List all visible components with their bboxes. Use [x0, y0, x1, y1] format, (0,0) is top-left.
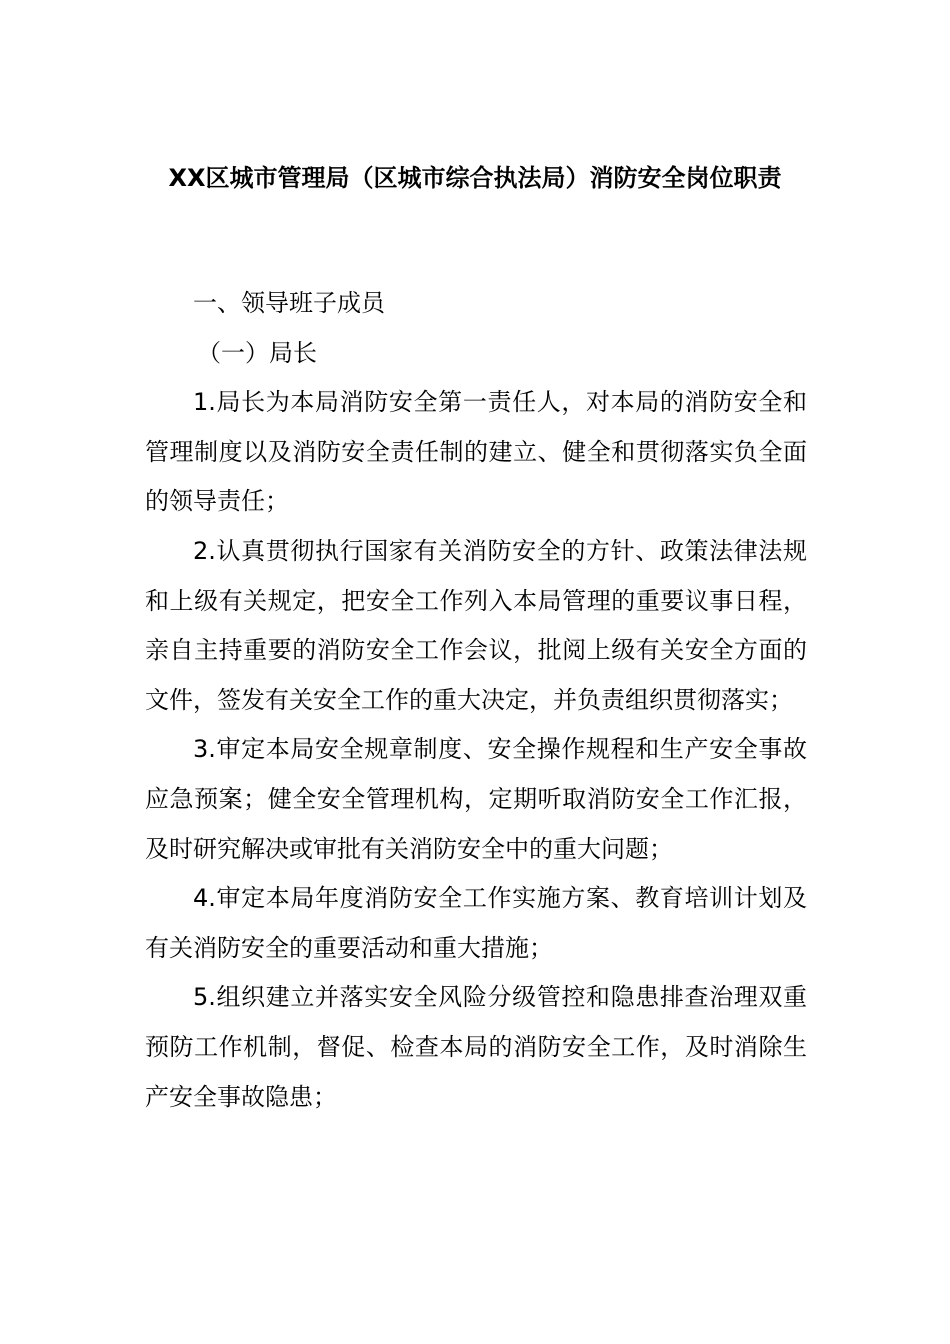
duty-item-1: 1.局长为本局消防安全第一责任人，对本局的消防安全和管理制度以及消防安全责任制的建立、健全和贯彻落实负全面的领导责任； — [145, 388, 807, 516]
duty-item-4: 4.审定本局年度消防安全工作实施方案、教育培训计划及有关消防安全的重要活动和重大措施； — [145, 884, 807, 962]
duty-item-2: 2.认真贯彻执行国家有关消防安全的方针、政策法律法规和上级有关规定，把安全工作列入本局管理的重要议事日程，亲自主持重要的消防安全工作会议，批阅上级有关安全方面的文件，签发有关安全工作的重大决定，并负责组织贯彻落实； — [145, 536, 807, 714]
duty-item-5: 5.组织建立并落实安全风险分级管控和隐患排查治理双重预防工作机制，督促、检查本局的消防安全工作，及时消除生产安全事故隐患； — [145, 983, 807, 1111]
duty-item-3: 3.审定本局安全规章制度、安全操作规程和生产安全事故应急预案；健全安全管理机构，定期听取消防安全工作汇报，及时研究解决或审批有关消防安全中的重大问题； — [145, 735, 807, 863]
document-body — [145, 279, 807, 1122]
section-heading: 一、领导班子成员 — [193, 289, 385, 317]
document-title: XX区城市管理局（区城市综合执法局）消防安全岗位职责 — [168, 164, 782, 192]
subsection-heading: （一）局长 — [197, 338, 317, 367]
